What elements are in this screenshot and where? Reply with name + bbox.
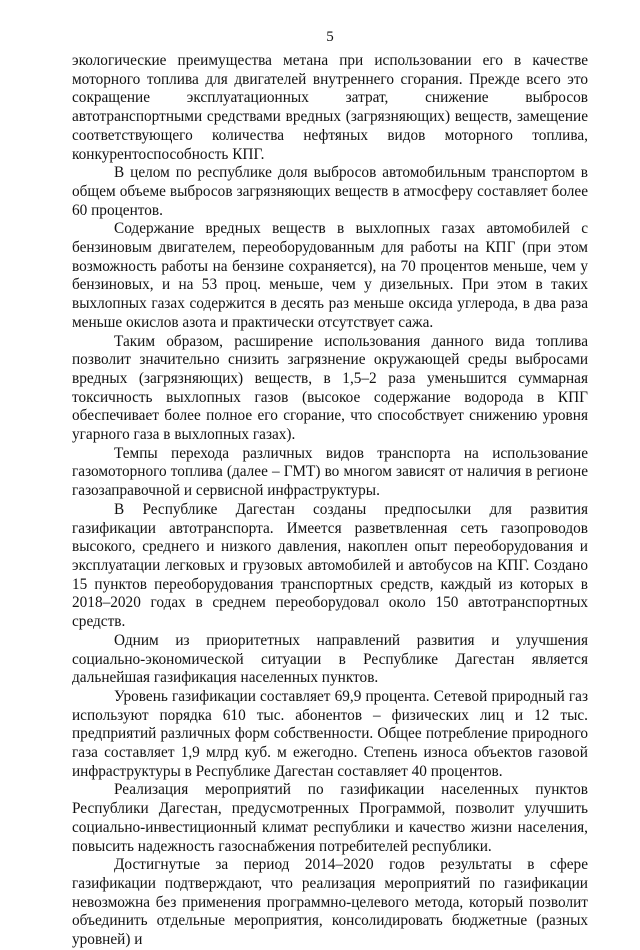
paragraph-10: Достигнутые за период 2014–2020 годов результаты в сфере газификации подтверждают, что реализация мероприятий по газификации невозможна без применения программно-целевого метода, который позволит объединить отдельные мероприятия, консолидировать бюджетные (разных уровней) и [72,856,588,949]
paragraph-8: Уровень газификации составляет 69,9 процента. Сетевой природный газ используют порядка 610 тыс. абонентов – физических лиц и 12 тыс. предприятий различных форм собственности. Общее потребление природного газа составляет 1,9 млрд куб. м ежегодно. Степень износа объектов газовой инфраструктуры в Республике Дагестан составляет 40 процентов. [72,687,588,780]
body-text [72,52,588,950]
paragraph-6: В Республике Дагестан созданы предпосылки для развития газификации автотранспорта. Имеется разветвленная сеть газопроводов высокого, среднего и низкого давления, накоплен опыт переоборудования и эксплуатации легковых и грузовых автомобилей и автобусов на КПГ. Создано 15 пунктов переоборудования транспортных средств, каждый из которых в 2018–2020 годах в среднем переоборудовал около 150 автотранспортных средств. [72,500,588,631]
paragraph-1: экологические преимущества метана при использовании его в качестве моторного топлива для двигателей внутреннего сгорания. Прежде всего это сокращение эксплуатационных затрат, снижение выбросов автотранспортными средствами вредных (загрязняющих) веществ, замещение соответствующего количества нефтяных видов моторного топлива, конкурентоспособность КПГ. [72,52,588,163]
paragraph-4: Таким образом, расширение использования данного вида топлива позволит значительно снизить загрязнение окружающей среды выбросами вредных (загрязняющих) веществ, в 1,5–2 раза уменьшится суммарная токсичность выхлопных газов (высокое содержание водорода в КПГ обеспечивает более полное его сгорание, что способствует снижению уровня угарного газа в выхлопных газах). [72,332,588,444]
paragraph-3: Содержание вредных веществ в выхлопных газах автомобилей с бензиновым двигателем, переоборудованным для работы на КПГ (при этом возможность работы на бензине сохраняется), на 70 процентов меньше, чем у бензиновых, и на 53 проц. меньше, чем у дизельных. При этом в таких выхлопных газах содержится в десять раз меньше оксида углерода, в два раза меньше окислов азота и практически отсутствует сажа. [72,220,588,331]
paragraph-9: Реализация мероприятий по газификации населенных пунктов Республики Дагестан, предусмотренных Программой, позволит улучшить социально-инвестиционный климат республики и качество жизни населения, повысить надежность газоснабжения потребителей республики. [72,781,588,855]
page-number: 5 [326,29,334,45]
paragraph-2: В целом по республике доля выбросов автомобильным транспортом в общем объеме выбросов загрязняющих веществ в атмосферу составляет более 60 процентов. [72,164,588,219]
paragraph-7: Одним из приоритетных направлений развития и улучшения социально-экономической ситуации в Республике Дагестан является дальнейшая газификация населенных пунктов. [72,631,588,687]
paragraph-5: Темпы перехода различных видов транспорта на использование газомоторного топлива (далее – ГМТ) во многом зависят от наличия в регионе газозаправочной и сервисной инфраструктуры. [72,444,588,500]
